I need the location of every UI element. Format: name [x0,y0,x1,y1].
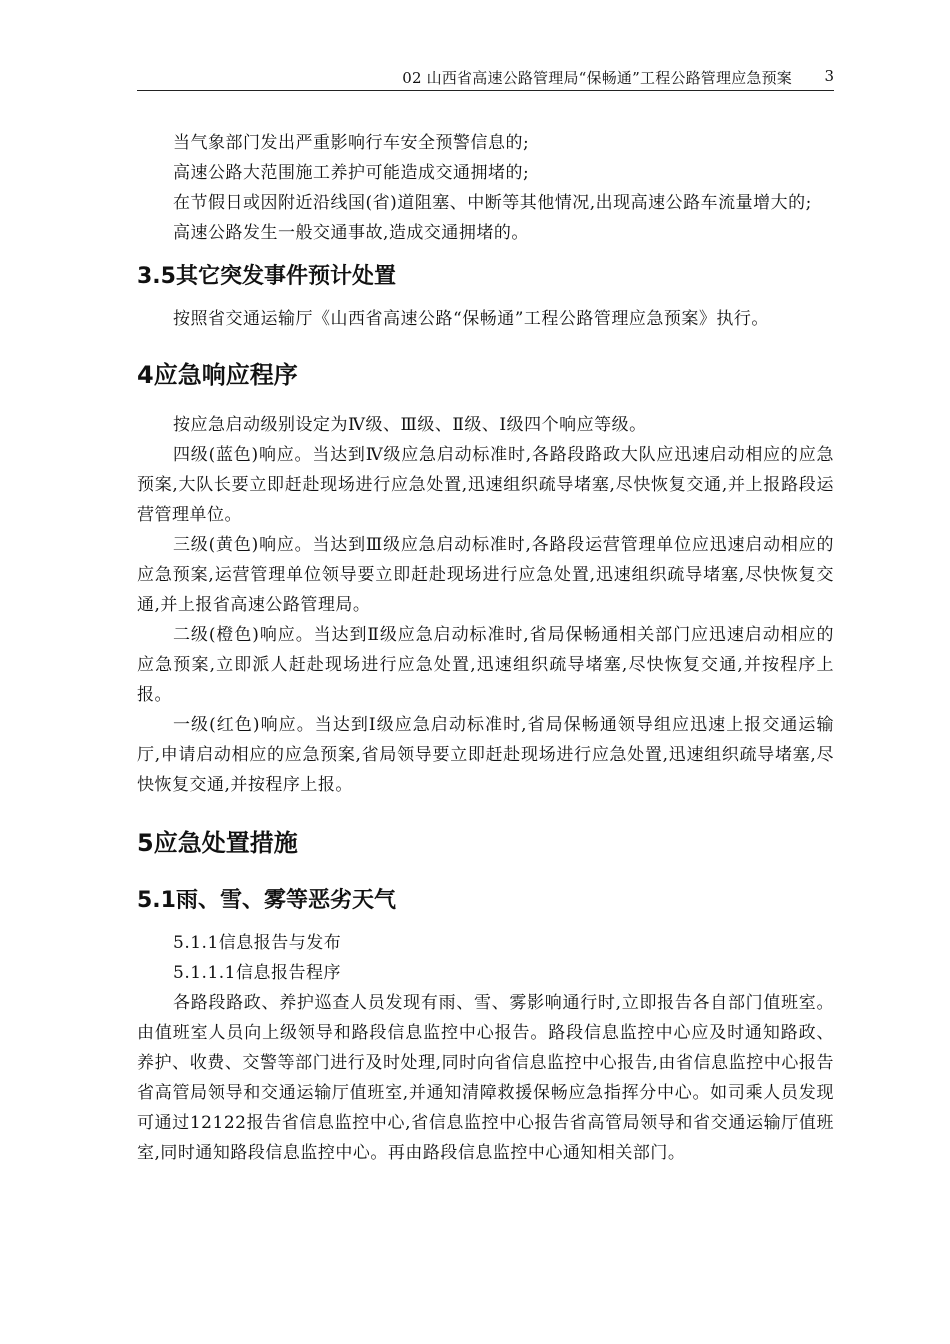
section-heading-5: 5应急处置措施 [137,829,298,857]
document-body [137,128,834,1168]
section-5-body: 各路段路政、养护巡查人员发现有雨、雪、雾影响通行时,立即报告各自部门值班室。由值班室人员向上级领导和路段信息监控中心报告。路段信息监控中心应及时通知路政、养护、收费、交警等部门进行及时处理,同时向省信息监控中心报告,由省信息监控中心报告省高管局领导和交通运输厅值班室,并通知清障救援保畅应急指挥分中心。如司乘人员发现可通过12122报告省信息监控中心,省信息监控中心报告省高管局领导和省交通运输厅值班室,同时通知路段信息监控中心。再由路段信息监控中心通知相关部门。 [137,993,834,1163]
paragraph: 三级(黄色)响应。当达到Ⅲ级应急启动标准时,各路段运营管理单位应迅速启动相应的应急预案,运营管理单位领导要立即赶赴现场进行应急处置,迅速组织疏导堵塞,尽快恢复交通,并上报省高速公路管理局。 [137,535,834,615]
header-title: 02 山西省高速公路管理局“保畅通”工程公路管理应急预案 [402,69,792,87]
page-number: 3 [824,67,834,85]
paragraph: 按应急启动级别设定为Ⅳ级、Ⅲ级、Ⅱ级、Ⅰ级四个响应等级。 [173,415,647,435]
list-item: 当气象部门发出严重影响行车安全预警信息的; [173,133,530,153]
section-heading-3-5: 3.5其它突发事件预计处置 [137,264,396,289]
section-3-5-body: 按照省交通运输厅《山西省高速公路“保畅通”工程公路管理应急预案》执行。 [173,309,769,329]
list-item: 在节假日或因附近沿线国(省)道阻塞、中断等其他情况,出现高速公路车流量增大的; [173,193,812,213]
section-heading-5-1: 5.1雨、雪、雾等恶劣天气 [137,888,396,913]
subsection-heading-5-1-1: 5.1.1信息报告与发布 [173,933,342,953]
paragraph: 二级(橙色)响应。当达到Ⅱ级应急启动标准时,省局保畅通相关部门应迅速启动相应的应急预案,立即派人赶赴现场进行应急处置,迅速组织疏导堵塞,尽快恢复交通,并按程序上报。 [137,625,834,705]
page-header [137,64,834,91]
section-heading-4: 4应急响应程序 [137,361,298,389]
paragraph: 一级(红色)响应。当达到Ⅰ级应急启动标准时,省局保畅通领导组应迅速上报交通运输厅,申请启动相应的应急预案,省局领导要立即赶赴现场进行应急处置,迅速组织疏导堵塞,尽快恢复交通,并按程序上报。 [137,715,834,795]
subsection-heading-5-1-1-1: 5.1.1.1信息报告程序 [173,963,341,983]
paragraph: 四级(蓝色)响应。当达到Ⅳ级应急启动标准时,各路段路政大队应迅速启动相应的应急预案,大队长要立即赶赴现场进行应急处置,迅速组织疏导堵塞,尽快恢复交通,并上报路段运营管理单位。 [137,445,834,525]
list-item: 高速公路发生一般交通事故,造成交通拥堵的。 [173,223,529,243]
list-item: 高速公路大范围施工养护可能造成交通拥堵的; [173,163,530,183]
